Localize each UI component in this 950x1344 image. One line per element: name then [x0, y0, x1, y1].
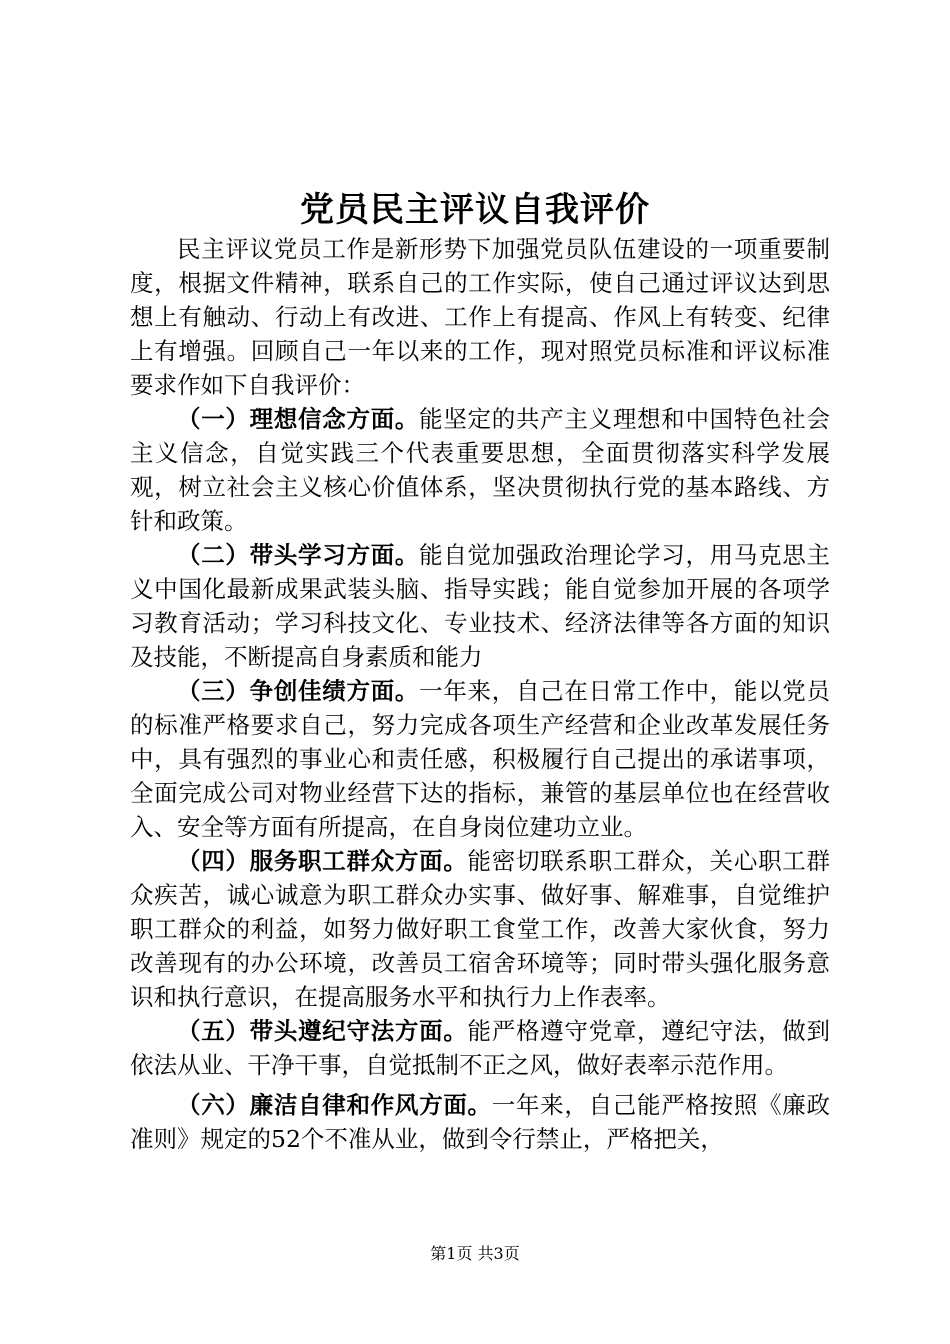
section-heading-1: （一）理想信念方面。 [177, 405, 420, 433]
page-number-footer: 第1页 共3页 [430, 1244, 520, 1263]
section-heading-2: （二）带头学习方面。 [177, 541, 420, 569]
section-heading-6: （六）廉洁自律和作风方面。 [177, 1091, 492, 1119]
document-title: 党员民主评议自我评价 [300, 190, 650, 230]
section-paragraph-2 [130, 538, 830, 674]
document-body [130, 232, 830, 1156]
section-text-5: 能严格遵守党章，遵纪守法，做到依法从业、干净干事，自觉抵制不正之风，做好表率示范作用。 [130, 1017, 831, 1079]
section-heading-3: （三）争创佳绩方面。 [177, 677, 420, 705]
section-paragraph-5 [130, 1014, 830, 1082]
section-paragraph-1 [130, 402, 830, 538]
section-heading-4: （四）服务职工群众方面。 [177, 847, 468, 875]
section-heading-5: （五）带头遵纪守法方面。 [177, 1017, 468, 1045]
section-paragraph-6 [130, 1088, 830, 1156]
section-text-1: 能坚定的共产主义理想和中国特色社会主义信念，自觉实践三个代表重要思想，全面贯彻落实科学发展观，树立社会主义核心价值体系，坚决贯彻执行党的基本路线、方针和政策。 [130, 405, 831, 535]
section-text-3: 一年来，自己在日常工作中，能以党员的标准严格要求自己，努力完成各项生产经营和企业改革发展任务中，具有强烈的事业心和责任感，积极履行自己提出的承诺事项，全面完成公司对物业经营下达的指标，兼管的基层单位也在经营收入、安全等方面有所提高，在自身岗位建功立业。 [130, 677, 831, 841]
section-text-6: 一年来，自己能严格按照《廉政准则》规定的52个不准从业，做到令行禁止，严格把关， [130, 1091, 830, 1153]
section-paragraph-3 [130, 674, 830, 844]
section-paragraph-4 [130, 844, 830, 1014]
intro-paragraph: 民主评议党员工作是新形势下加强党员队伍建设的一项重要制度，根据文件精神，联系自己的工作实际，使自己通过评议达到思想上有触动、行动上有改进、工作上有提高、作风上有转变、纪律上有增强。回顾自己一年以来的工作，现对照党员标准和评议标准要求作如下自我评价： [130, 235, 830, 399]
section-text-2: 能自觉加强政治理论学习，用马克思主义中国化最新成果武装头脑、指导实践；能自觉参加开展的各项学习教育活动；学习科技文化、专业技术、经济法律等各方面的知识及技能，不断提高自身素质和能力 [130, 541, 831, 671]
section-text-4: 能密切联系职工群众，关心职工群众疾苦，诚心诚意为职工群众办实事、做好事、解难事，自觉维护职工群众的利益，如努力做好职工食堂工作，改善大家伙食，努力改善现有的办公环境，改善员工宿舍环境等；同时带头强化服务意识和执行意识，在提高服务水平和执行力上作表率。 [130, 847, 831, 1011]
